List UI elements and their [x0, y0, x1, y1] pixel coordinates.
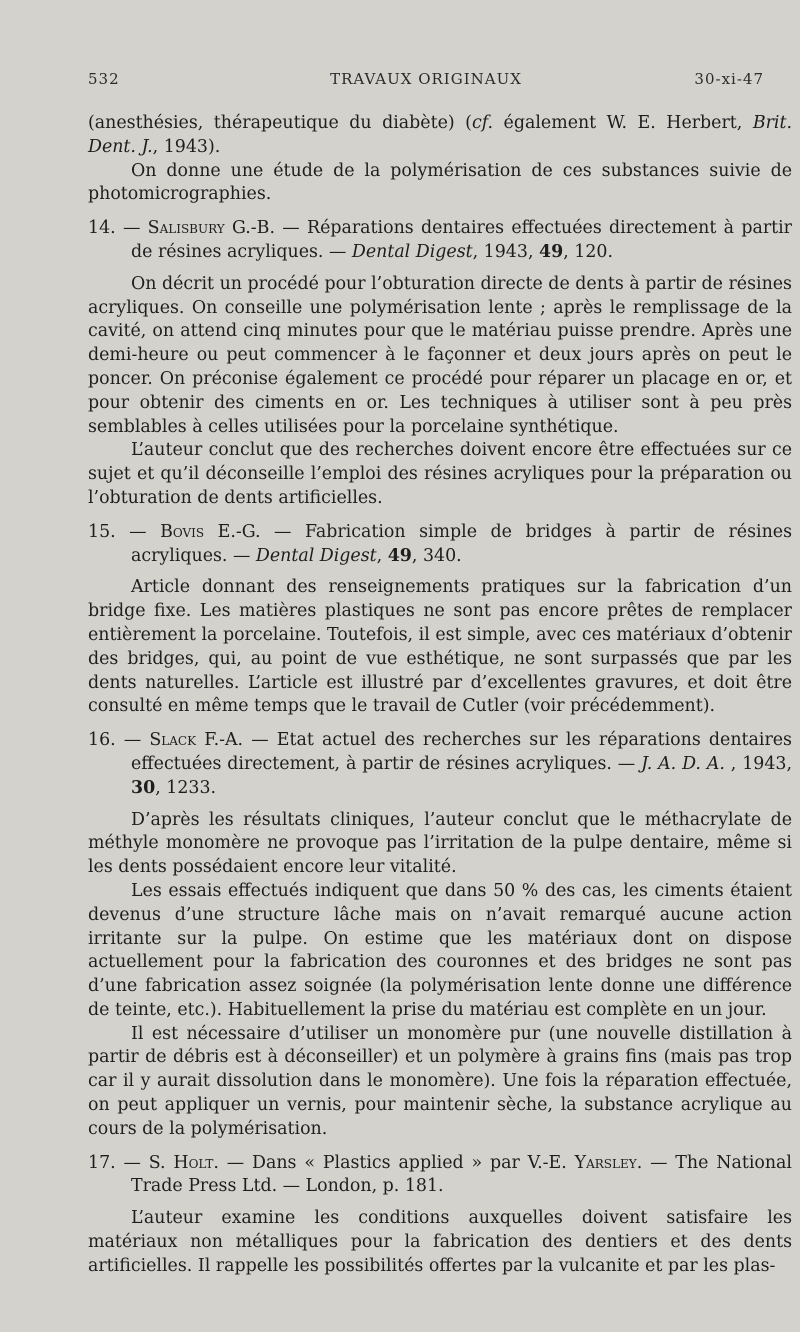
article-body [88, 112, 792, 1279]
reference-17: 17. — S. Holt. — Dans « Plastics applied » par V.-E. Yarsley. — The National Trade Press Ltd. — London, p. 181. [88, 1152, 792, 1197]
intro-paragraph-2: On donne une étude de la polymérisation de ces substances suivie de photomicrographies. [88, 160, 792, 205]
header-date: 30-xi-47 [694, 70, 764, 88]
reference-14: 14. — Salisbury G.-B. — Réparations dentaires effectuées directement à partir de résines acryliques. — Dental Digest, 1943, 49, 120. [88, 218, 792, 262]
intro-paragraph: (anesthésies, thérapeutique du diabète) (cf. également W. E. Herbert, Brit. Dent. J., 1943). [88, 113, 792, 157]
paragraph-16-2: Les essais effectués indiquent que dans 50 % des cas, les ciments étaient devenus d’une structure lâche mais on n’avait remarqué aucune action irritante sur la pulpe. On estime que les matériaux dont on dispose actuellement pour la fabrication des couronnes et des bridges ne sont pas d’une fabrication assez soignée (la polymérisation lente donne une différence de teinte, etc.). Habituellement la prise du matériau est complète en un jour. [88, 880, 792, 1020]
reference-16: 16. — Slack F.-A. — Etat actuel des recherches sur les réparations dentaires effectuées directement, à partir de résines acryliques. — J. A. D. A. , 1943, 30, 1233. [88, 730, 793, 798]
paragraph-14-1: On décrit un procédé pour l’obturation directe de dents à partir de résines acryliques. On conseille une polymérisation lente ; après le remplissage de la cavité, on attend cinq minutes pour que le matériau puisse prendre. Après une demi-heure ou peut commencer à le façonner et deux jours après on peut le poncer. On préconise également ce procédé pour réparer un placage en or, et pour obtenir des ciments en or. Les techniques à utiliser sont à peu près semblables à celles utilisées pour la porcelaine synthétique. [88, 273, 792, 437]
paragraph-15-1: Article donnant des renseignements pratiques sur la fabrication d’un bridge fixe. Les matières plastiques ne sont pas encore prêtes de remplacer entièrement la porcelaine. Toutefois, il est simple, avec ces matériaux d’obtenir des bridges, qui, au point de vue esthétique, ne sont surpassés que par les dents naturelles. L’article est illustré par d’excellentes gravures, et doit être consulté en même temps que le travail de Cutler (voir précédemment). [88, 577, 792, 717]
paragraph-16-1: D’après les résultats cliniques, l’auteur conclut que le méthacrylate de méthyle monomère ne provoque pas l’irritation de la pulpe dentaire, même si les dents possédaient encore leur vitalité. [88, 809, 792, 878]
running-header [88, 70, 764, 94]
running-title: TRAVAUX ORIGINAUX [330, 70, 522, 88]
paragraph-14-2: L’auteur conclut que des recherches doivent encore être effectuées sur ce sujet et qu’il déconseille l’emploi des résines acryliques pour la préparation ou l’obturation de dents artificielles. [88, 440, 792, 508]
reference-15: 15. — Bovis E.-G. — Fabrication simple de bridges à partir de résines acryliques. — Dental Digest, 49, 340. [88, 521, 792, 566]
paragraph-16-3: Il est nécessaire d’utiliser un monomère pur (une nouvelle distillation à partir de débris est à déconseiller) et un polymère à grains fins (mais pas trop car il y aurait dissolution dans le monomère). Une fois la réparation effectuée, on peut appliquer un vernis, pour maintenir sèche, la substance acrylique au cours de la polymérisation. [88, 1023, 792, 1139]
page-number: 532 [88, 70, 120, 88]
paragraph-17-1: L’auteur examine les conditions auxquelles doivent satisfaire les matériaux non métalliques pour la fabrication des dentiers et des dents artificielles. Il rappelle les possibilités offertes par la vulcanite et par les plas- [88, 1208, 792, 1276]
